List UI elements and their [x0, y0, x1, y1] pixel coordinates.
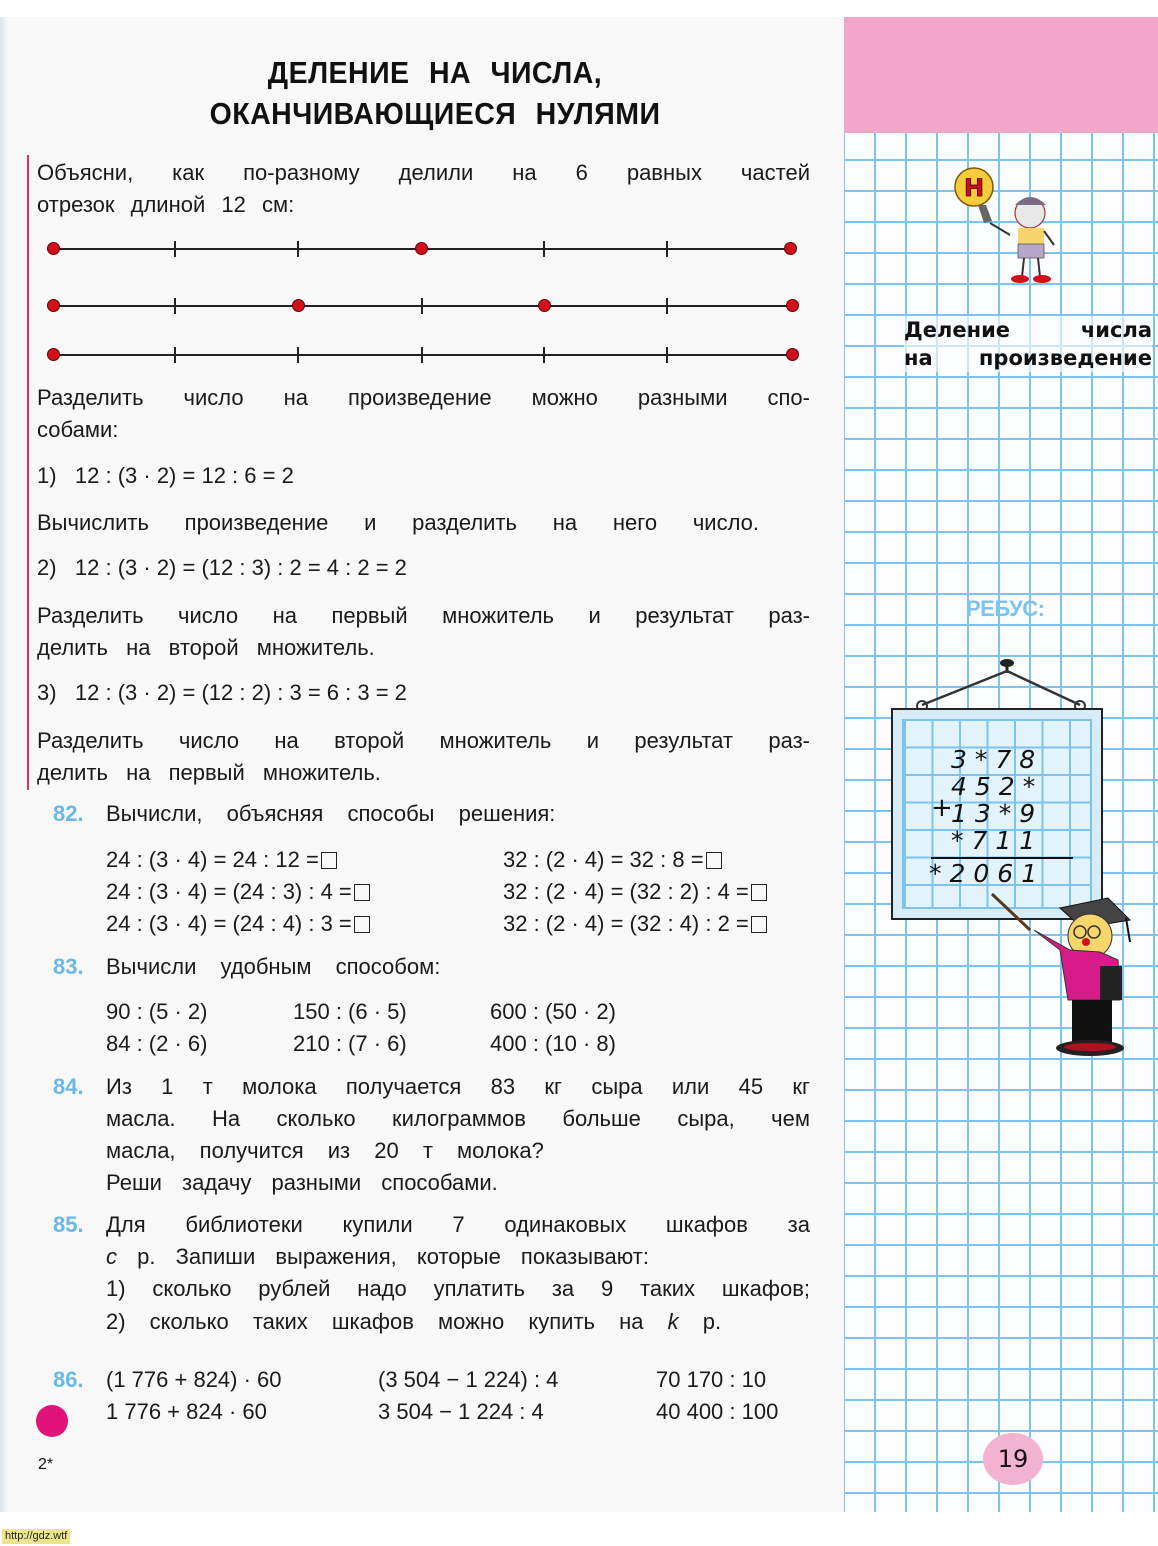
watermark-link[interactable]: http://gdz.wtf — [2, 1529, 70, 1544]
number-line-3 — [53, 347, 793, 363]
exercise-86-c1-r2: 1 776 + 824 · 60 — [106, 1399, 267, 1424]
exercise-82-number: 82. — [53, 801, 84, 826]
exercise-83-c3-r1: 600 : (50 · 2) — [490, 999, 616, 1024]
difficulty-marker-icon — [36, 1405, 68, 1437]
answer-box[interactable] — [706, 852, 722, 869]
rebus-board — [891, 708, 1103, 920]
division-point — [784, 242, 797, 255]
exercise-82-left-2: 24 : (3 · 4) = (24 : 3) : 4 = — [106, 876, 370, 908]
rebus-row-2: 452* — [951, 772, 1044, 801]
method-1-expression: 1) 12 : (3 · 2) = 12 : 6 = 2 — [37, 463, 294, 488]
exercise-86-c2-r2: 3 504 − 1 224 : 4 — [378, 1399, 544, 1424]
exercise-83-c2-r2: 210 : (7 · 6) — [293, 1031, 407, 1056]
rebus-sum: *2061 — [929, 859, 1046, 888]
exercise-83-c2-r1: 150 : (6 · 5) — [293, 999, 407, 1024]
division-point — [47, 242, 60, 255]
division-point — [786, 348, 799, 361]
exercise-82-right-2: 32 : (2 · 4) = (32 : 2) : 4 = — [503, 876, 767, 908]
board-hanger-icon — [900, 655, 1095, 715]
exercise-84-line-2: масла. На сколько килограммов больше сыра, чем — [106, 1106, 810, 1131]
exercise-83-prompt: Вычисли удобным способом: — [106, 954, 441, 979]
exercise-86-c3-r1: 70 170 : 10 — [656, 1367, 767, 1392]
exercise-84-line-1: Из 1 т молока получается 83 кг сыра или 45 кг — [106, 1074, 810, 1099]
exercise-85-line-4: 2) сколько таких шкафов можно купить на k р. — [106, 1309, 722, 1334]
title-line-1: ДЕЛЕНИЕ НА ЧИСЛА, — [267, 55, 603, 90]
exercise-82-right-3: 32 : (2 · 4) = (32 : 4) : 2 = — [503, 908, 767, 940]
method-1-description: Вычислить произведение и разделить на него число. — [37, 510, 759, 535]
method-2-expression: 2) 12 : (3 · 2) = (12 : 3) : 2 = 4 : 2 = 2 — [37, 555, 407, 580]
sidebar-topic-title: Деление числа на произведение — [904, 318, 1152, 370]
division-point — [415, 242, 428, 255]
method-2-description-line-1: Разделить число на первый множитель и результат раз- — [37, 603, 810, 628]
method-2-description-line-2: делить на второй множитель. — [37, 635, 375, 660]
exercise-86-c2-r1: (3 504 − 1 224) : 4 — [378, 1367, 559, 1392]
rebus-row-1: 3*78 — [951, 745, 1044, 774]
rebus-plus: + — [931, 793, 953, 823]
exercise-83-c1-r1: 90 : (5 · 2) — [106, 999, 208, 1024]
rebus-row-3: 13*9 — [951, 799, 1044, 828]
exercise-86-c1-r1: (1 776 + 824) · 60 — [106, 1367, 282, 1392]
page-edge-shadow — [0, 17, 8, 1512]
method-3-expression: 3) 12 : (3 · 2) = (12 : 2) : 3 = 6 : 3 = 2 — [37, 680, 407, 705]
division-point — [538, 299, 551, 312]
professor-illustration-icon — [990, 890, 1140, 1070]
exercise-86-c3-r2: 40 400 : 100 — [656, 1399, 779, 1424]
title-line-2: ОКАНЧИВАЮЩИЕСЯ НУЛЯМИ — [209, 96, 661, 131]
answer-box[interactable] — [354, 884, 370, 901]
rule-line-1: Разделить число на произведение можно разными спо- — [37, 385, 810, 410]
rebus-label: РЕБУС: — [966, 596, 1045, 621]
answer-box[interactable] — [751, 916, 767, 933]
rule-line-2: собами: — [37, 417, 119, 442]
method-3-description-line-1: Разделить число на второй множитель и результат раз- — [37, 728, 810, 753]
exercise-83-c1-r2: 84 : (2 · 6) — [106, 1031, 208, 1056]
number-line-2 — [53, 298, 793, 314]
exercise-82-left-1: 24 : (3 · 4) = 24 : 12 = — [106, 844, 337, 876]
exercise-84-number: 84. — [53, 1074, 84, 1099]
division-point — [786, 299, 799, 312]
exercise-82-right-1: 32 : (2 · 4) = 32 : 8 = — [503, 844, 722, 876]
exercise-82-prompt: Вычисли, объясняя способы решения: — [106, 801, 556, 826]
exercise-85-line-2: c р. Запиши выражения, которые показывают: — [106, 1244, 649, 1269]
printer-signature: 2* — [38, 1456, 54, 1473]
number-line-1 — [53, 241, 793, 257]
exercise-84-line-4: Реши задачу разными способами. — [106, 1170, 498, 1195]
margin-header-band — [844, 17, 1158, 133]
exercise-84-line-3: масла, получится из 20 т молока? — [106, 1138, 544, 1163]
method-3-description-line-2: делить на первый множитель. — [37, 760, 381, 785]
page-title — [127, 52, 743, 134]
intro-accent-bar — [27, 155, 29, 790]
exercise-86-number: 86. — [53, 1367, 84, 1392]
rebus-row-4: *711 — [951, 826, 1044, 855]
answer-box[interactable] — [321, 852, 337, 869]
exercise-85-line-3: 1) сколько рублей надо уплатить за 9 таких шкафов; — [106, 1276, 810, 1301]
intro-question-line-1: Объясни, как по-разному делили на 6 равных частей — [37, 160, 810, 185]
answer-box[interactable] — [751, 884, 767, 901]
boy-with-flashlight-icon — [950, 165, 1080, 290]
answer-box[interactable] — [354, 916, 370, 933]
division-point — [47, 299, 60, 312]
exercise-85-number: 85. — [53, 1212, 84, 1237]
intro-question-line-2: отрезок длиной 12 см: — [37, 192, 295, 217]
exercise-83-c3-r2: 400 : (10 · 8) — [490, 1031, 616, 1056]
exercise-83-number: 83. — [53, 954, 84, 979]
svg-text:Н: Н — [963, 174, 985, 202]
exercise-82-left-3: 24 : (3 · 4) = (24 : 4) : 3 = — [106, 908, 370, 940]
page-number: 19 — [983, 1433, 1043, 1485]
division-point — [292, 299, 305, 312]
exercise-85-line-1: Для библиотеки купили 7 одинаковых шкафов за — [106, 1212, 810, 1237]
division-point — [47, 348, 60, 361]
